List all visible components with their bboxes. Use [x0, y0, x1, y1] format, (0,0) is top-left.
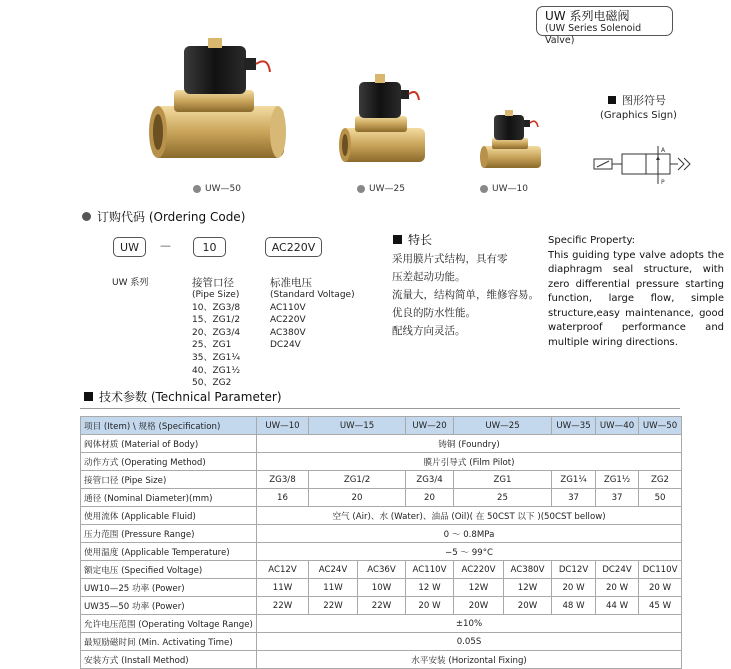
ordering-code-heading: 订购代码 (Ordering Code)	[82, 208, 245, 225]
pipe-size-item: 15、ZG1/2	[192, 315, 241, 326]
header-model: UW—10	[257, 417, 309, 435]
voltage-legend	[270, 277, 355, 352]
cell: 20 W	[639, 579, 682, 597]
table-row	[81, 471, 682, 489]
cell: 20	[309, 489, 406, 507]
row-value: 膜片引导式 (Film Pilot)	[257, 453, 682, 471]
cell: 10W	[358, 579, 406, 597]
graphics-sign-subheading: (Graphics Sign)	[600, 110, 677, 121]
code-dash: —	[160, 239, 171, 252]
header-model: UW—40	[596, 417, 639, 435]
cell: 20W	[504, 597, 552, 615]
cell: 20	[406, 489, 454, 507]
cell: 20 W	[552, 579, 596, 597]
valve-image-uw10	[478, 110, 544, 172]
row-label: 阀体材质 (Material of Body)	[81, 435, 257, 453]
row-value: 铸铜 (Foundry)	[257, 435, 682, 453]
header-model: UW—35	[552, 417, 596, 435]
section-divider	[80, 408, 680, 409]
cell: 11W	[257, 579, 309, 597]
bullet-dot-icon	[480, 185, 488, 193]
cell: AC380V	[504, 561, 552, 579]
pipe-size-item: 20、ZG3/4	[192, 327, 241, 338]
pipe-size-item: 50、ZG2	[192, 378, 232, 389]
row-value: −5 ～ 99°C	[257, 543, 682, 561]
cell: AC220V	[454, 561, 504, 579]
row-label: 压力范围 (Pressure Range)	[81, 525, 257, 543]
row-label: 最短励磁时间 (Min. Activating Time)	[81, 633, 257, 651]
series-label: UW 系列	[112, 278, 149, 288]
valve-graphics-symbol	[592, 144, 698, 186]
features-heading: 特长	[393, 231, 432, 248]
pipe-size-subtitle: (Pipe Size)	[192, 290, 240, 300]
cell: 37	[552, 489, 596, 507]
cell: 44 W	[596, 597, 639, 615]
specific-property-body: This guiding type valve adopts the diaphragm seal structure, with zero differential pressure starting function, large flow, simple structure,easy maintenance, good waterproof performance and multiple wiring directions.	[548, 249, 724, 348]
code-box-voltage: AC220V	[265, 237, 322, 257]
cell: 20 W	[406, 597, 454, 615]
feature-line: 压差起动功能。	[392, 271, 466, 283]
valve-image-uw50	[148, 38, 288, 168]
cell: 25	[454, 489, 552, 507]
voltage-subtitle: (Standard Voltage)	[270, 290, 355, 300]
cell: 20W	[454, 597, 504, 615]
table-row	[81, 651, 682, 669]
graphics-sign-heading: 图形符号	[608, 92, 666, 108]
product-label-uw25: UW—25	[357, 184, 405, 194]
circle-bullet-icon	[82, 212, 91, 221]
header-item-spec: 项目 (Item) \ 规格 (Specification)	[81, 417, 257, 435]
table-row	[81, 615, 682, 633]
feature-line: 配线方向灵活。	[392, 325, 466, 337]
voltage-item: AC110V	[270, 302, 306, 313]
voltage-item: DC24V	[270, 340, 301, 351]
tech-parameter-heading: 技术参数 (Technical Parameter)	[84, 388, 282, 405]
row-label: 额定电压 (Specified Voltage)	[81, 561, 257, 579]
row-label: 允许电压范围 (Operating Voltage Range)	[81, 615, 257, 633]
cell: DC12V	[552, 561, 596, 579]
pipe-size-legend	[192, 277, 240, 390]
cell: 11W	[309, 579, 358, 597]
table-row	[81, 507, 682, 525]
header-model: UW—50	[639, 417, 682, 435]
square-bullet-icon	[84, 392, 93, 401]
cell: 22W	[257, 597, 309, 615]
row-label: 使用流体 (Applicable Fluid)	[81, 507, 257, 525]
bullet-dot-icon	[357, 185, 365, 193]
row-label: 通径 (Nominal Diameter)(mm)	[81, 489, 257, 507]
cell: 50	[639, 489, 682, 507]
cell: ZG3/8	[257, 471, 309, 489]
cell: 48 W	[552, 597, 596, 615]
row-value: 0.05S	[257, 633, 682, 651]
table-row	[81, 633, 682, 651]
pipe-size-item: 40、ZG1½	[192, 365, 241, 376]
cell: ZG1¼	[552, 471, 596, 489]
product-label-uw50: UW—50	[193, 184, 241, 194]
voltage-title: 标准电压	[270, 277, 312, 289]
cell: 12W	[504, 579, 552, 597]
row-label: 安装方式 (Install Method)	[81, 651, 257, 669]
port-label-a: A	[661, 147, 666, 154]
row-label: 使用温度 (Applicable Temperature)	[81, 543, 257, 561]
code-box-pipe: 10	[193, 237, 226, 257]
pipe-size-item: 10、ZG3/8	[192, 302, 241, 313]
cell: 16	[257, 489, 309, 507]
cell: AC12V	[257, 561, 309, 579]
cell: ZG1	[454, 471, 552, 489]
product-label-uw10: UW—10	[480, 184, 528, 194]
cell: 12 W	[406, 579, 454, 597]
series-title-zh: UW 系列电磁阀	[545, 9, 630, 23]
cell: ZG2	[639, 471, 682, 489]
technical-parameter-table	[80, 416, 682, 669]
specific-property-heading: Specific Property:	[548, 235, 636, 246]
table-row	[81, 489, 682, 507]
cell: AC24V	[309, 561, 358, 579]
row-value: 0 ～ 0.8MPa	[257, 525, 682, 543]
table-row	[81, 561, 682, 579]
voltage-item: AC220V	[270, 315, 306, 326]
feature-line: 采用膜片式结构，具有零	[392, 253, 508, 265]
cell: 20 W	[596, 579, 639, 597]
features-list	[392, 250, 539, 340]
table-row	[81, 435, 682, 453]
table-header-row	[81, 417, 682, 435]
cell: ZG1/2	[309, 471, 406, 489]
square-bullet-icon	[393, 235, 402, 244]
feature-line: 优良的防水性能。	[392, 307, 476, 319]
cell: DC24V	[596, 561, 639, 579]
cell: 45 W	[639, 597, 682, 615]
cell: ZG1½	[596, 471, 639, 489]
specific-property	[548, 234, 724, 350]
cell: 22W	[358, 597, 406, 615]
feature-line: 流量大，结构简单，维修容易。	[392, 289, 539, 301]
row-label: 动作方式 (Operating Method)	[81, 453, 257, 471]
table-row	[81, 579, 682, 597]
table-row	[81, 597, 682, 615]
voltage-item: AC380V	[270, 327, 306, 338]
table-row	[81, 543, 682, 561]
port-label-p: P	[661, 179, 665, 186]
cell: 12W	[454, 579, 504, 597]
row-value: 空气 (Air)、水 (Water)、油品 (Oil)( 在 50CST 以下 )(50CST bellow)	[257, 507, 682, 525]
cell: 22W	[309, 597, 358, 615]
series-title-en: (UW Series Solenoid Valve)	[545, 23, 642, 46]
row-value: ±10%	[257, 615, 682, 633]
code-box-series: UW	[113, 237, 146, 257]
cell: ZG3/4	[406, 471, 454, 489]
table-row	[81, 453, 682, 471]
square-bullet-icon	[608, 96, 616, 104]
cell: DC110V	[639, 561, 682, 579]
row-value: 水平安装 (Horizontal Fixing)	[257, 651, 682, 669]
header-model: UW—25	[454, 417, 552, 435]
pipe-size-item: 25、ZG1	[192, 340, 232, 351]
row-label: UW35—50 功率 (Power)	[81, 597, 257, 615]
cell: AC110V	[406, 561, 454, 579]
header-model: UW—15	[309, 417, 406, 435]
row-label: UW10—25 功率 (Power)	[81, 579, 257, 597]
pipe-size-item: 35、ZG1¼	[192, 352, 241, 363]
series-title-box	[536, 6, 673, 46]
header-model: UW—20	[406, 417, 454, 435]
cell: 37	[596, 489, 639, 507]
bullet-dot-icon	[193, 185, 201, 193]
cell: AC36V	[358, 561, 406, 579]
row-label: 接管口径 (Pipe Size)	[81, 471, 257, 489]
valve-image-uw25	[337, 74, 429, 168]
table-row	[81, 525, 682, 543]
pipe-size-title: 接管口径	[192, 277, 234, 289]
